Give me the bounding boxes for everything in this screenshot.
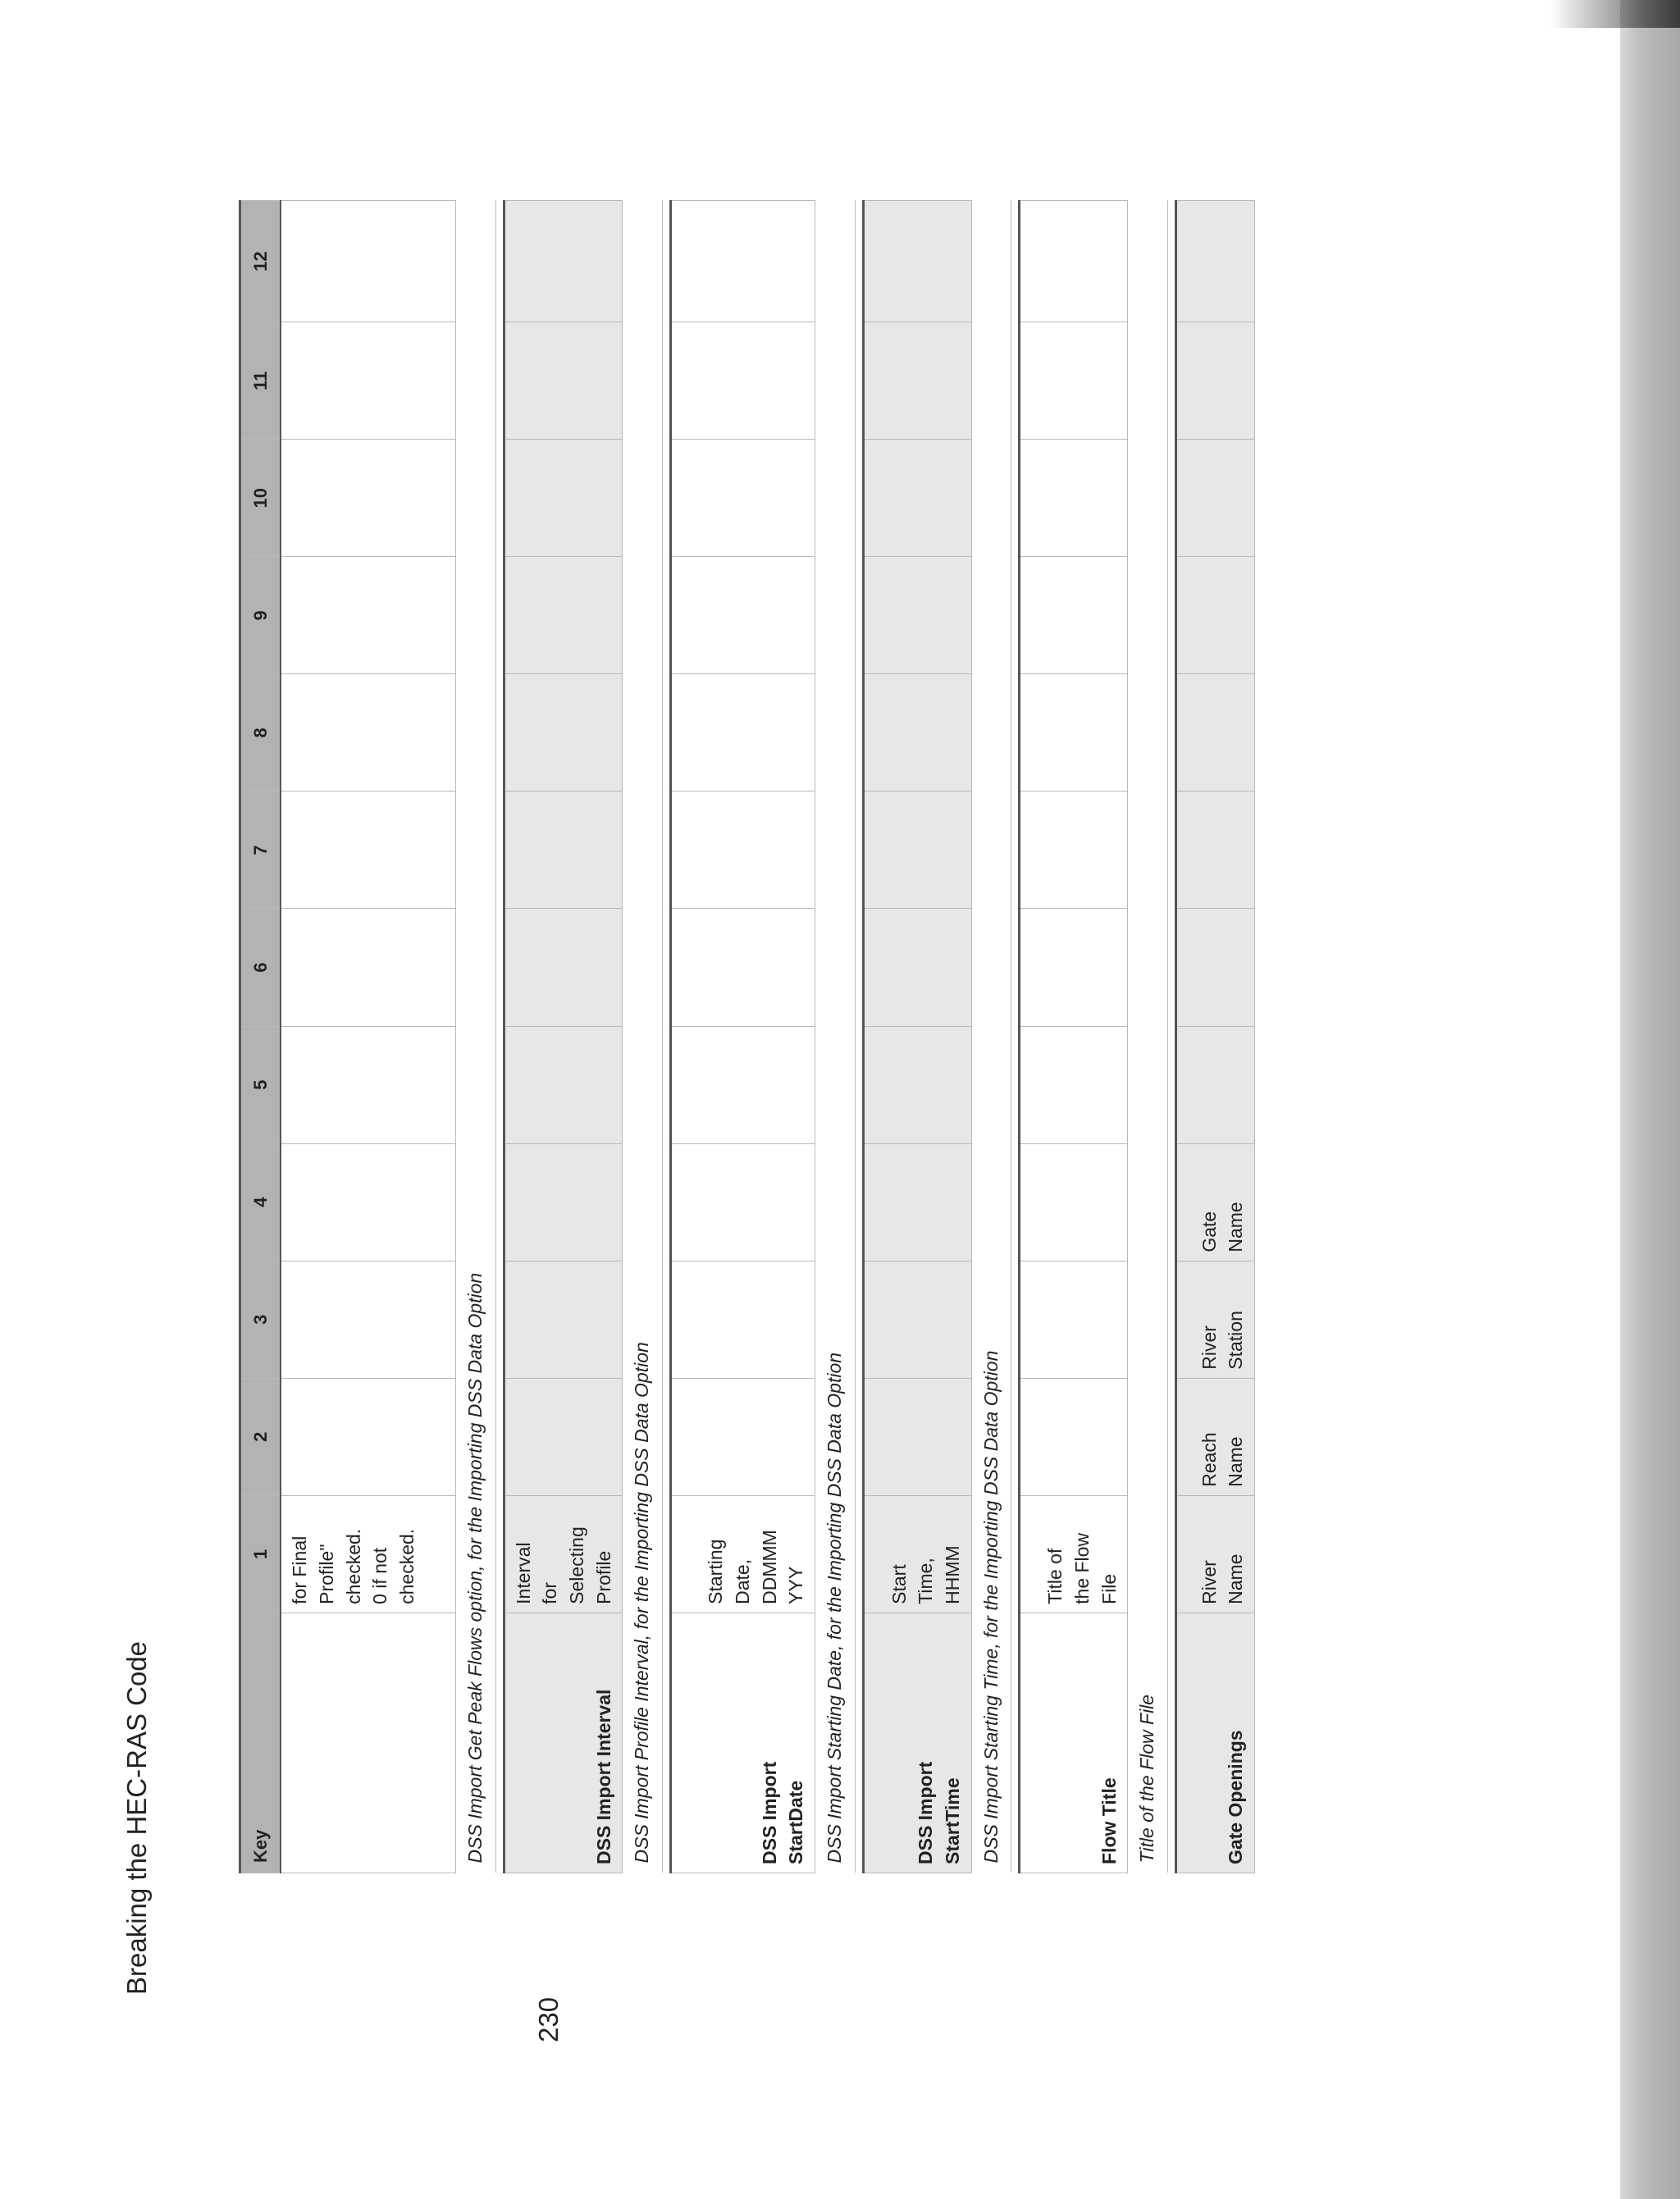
column-header: 3 [240,1261,281,1378]
key-cell: DSS Import StartDate [671,1613,815,1873]
table-description-row [971,201,1011,1873]
column-header: 12 [240,201,281,322]
value-cell: Reach Name [1176,1378,1254,1495]
value-cell: Start Time, HHMM [863,1495,971,1613]
column-header: 8 [240,674,281,792]
table-description-row [1128,201,1168,1873]
column-header: 4 [240,1143,281,1261]
key-cell: DSS Import StartTime [863,1613,971,1873]
row-description: DSS Import Starting Date, for the Importing DSS Data Option [815,201,856,1873]
table-row-continuation [281,201,456,1873]
table-description-row [623,201,663,1873]
row-description: DSS Import Starting Time, for the Importing DSS Data Option [971,201,1011,1873]
key-cell: Gate Openings [1176,1613,1254,1873]
key-table-frame [239,200,1432,1873]
value-cell: Title of the Flow File [1020,1495,1128,1613]
key-cell [281,1613,456,1873]
column-header: 11 [240,322,281,440]
table-description-row [456,201,496,1873]
value-cell: for Final Profile" checked. 0 if not checked. [281,1495,456,1613]
column-header: 2 [240,1378,281,1495]
table-header-row [240,201,281,1873]
column-header: Key [240,1613,281,1873]
column-header: 9 [240,557,281,674]
value-cell: Starting Date, DDMMM YYY [671,1495,815,1613]
value-cell: River Name [1176,1495,1254,1613]
row-description: DSS Import Profile Interval, for the Importing DSS Data Option [623,201,663,1873]
table-description-row [815,201,856,1873]
table-row-dss-import-interval [504,201,623,1873]
column-header: 5 [240,1026,281,1143]
value-cell: Gate Name [1176,1143,1254,1261]
column-header: 10 [240,440,281,557]
key-cell: DSS Import Interval [504,1613,623,1873]
column-header: 6 [240,909,281,1026]
page-number: 230 [533,1996,564,2042]
page-edge-shadow [1620,0,1680,2199]
table-row-dss-import-startdate [671,201,815,1873]
value-cell: River Station [1176,1261,1254,1378]
column-header: 7 [240,792,281,909]
key-table [239,200,1255,1873]
running-header: Breaking the HEC-RAS Code [121,1640,152,1995]
key-cell: Flow Title [1020,1613,1128,1873]
table-row-dss-import-starttime [863,201,971,1873]
page-corner-shadow [1550,0,1680,28]
value-cell: Interval for Selecting Profile [504,1495,623,1613]
table-row-flow-title [1020,201,1128,1873]
column-header: 1 [240,1495,281,1613]
table-row-gate-openings [1176,201,1254,1873]
row-description: DSS Import Get Peak Flows option, for the Importing DSS Data Option [456,201,496,1873]
row-description: Title of the Flow File [1128,201,1168,1873]
